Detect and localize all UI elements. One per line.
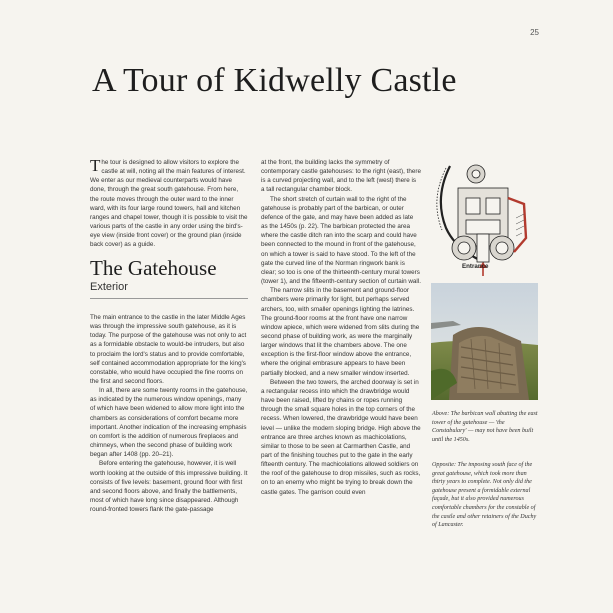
- body-paragraph: at the front, the building lacks the symmetry of contemporary castle gatehouses: to the right (east), there is a curved projecting wall, and to the left (west) there is a tall rectangular chamber block.: [261, 159, 421, 194]
- body-paragraph: Between the two towers, the arched doorway is set in a rectangular recess into which the drawbridge would have been raised, lifted by chains or ropes running through the small square holes in the top corners of the recess. When lowered, the drawbridge would have been level — unlike the modern sloping bridge. High above the entrance are three arches known as machicolations, similar to those to be seen at Carmarthen Castle, and part of the finishing touches put to the gate in the early fifteenth century. The machicolations allowed soldiers on the roof of the gatehouse to drop missiles, such as rocks, on to an enemy who might be trying to break down the castle gates. The garrison could even: [261, 378, 421, 496]
- barbican-wall-photo: [431, 283, 538, 400]
- page-title: A Tour of Kidwelly Castle: [92, 62, 457, 99]
- photo-caption: Above: The barbican wall abutting the east tower of the gatehouse — 'the Constabulary' — may not have been built until the 1450s.: [432, 411, 538, 443]
- body-paragraph: Before entering the gatehouse, however, it is well worth looking at the outside of this impressive building. It consists of five levels: basement, ground floor with first and second floors above, and finally the battlements, most of which have long since disappeared. Although round-fronted towers flank the gate-passage: [90, 460, 248, 514]
- facing-page-caption: Opposite: The imposing south face of the great gatehouse, which took more than thirty years to complete. Not only did the gatehouse present a formidable external façade, but it also provided numerous comfortable chambers for the constable of the castle and other retainers of the Duchy of Lancaster.: [432, 462, 537, 529]
- section-heading: The Gatehouse: [90, 255, 217, 280]
- gatehouse-plan-diagram: [432, 158, 536, 276]
- body-paragraph: In all, there are some twenty rooms in the gatehouse, as indicated by the numerous window openings, many of which have been widened to allow more light into the chambers as considerations of comfort became more important. Another indication of the increasing emphasis on comfort is the addition of numerous fireplaces and chimneys, when the second phase of building work began after 1408 (pp. 20–21).: [90, 387, 248, 459]
- text-column-left: [90, 158, 248, 514]
- body-paragraph: The narrow slits in the basement and ground-floor chambers were primarily for light, but perhaps served archers, too, with smaller openings lighting the latrines. The ground-floor rooms at the front have one narrow window apiece, which were widened from slits during the second phase of building work, as were the marginally larger windows that lit the chambers above. The one exception is the first-floor window above the entrance, where the original embrasure appears to have been partially blocked, and a new smaller window inserted.: [261, 287, 420, 377]
- page-number: 25: [530, 28, 539, 37]
- plan-entrance-label: Entrance: [462, 263, 489, 270]
- body-paragraph: The main entrance to the castle in the later Middle Ages was through the impressive south gatehouse, as it is today. The purpose of the gatehouse was not only to act as a formidable obstacle to would-be intruders, but also to proclaim the lord's status and to provide comfortable, self contained accommodation appropriate for the king's constable, who would have occupied the fine rooms on the first and second floors.: [90, 313, 247, 385]
- intro-paragraph: The tour is designed to allow visitors to explore the castle at will, noting all the main features of interest. We enter as our medieval counterparts would have done, through the great south gatehouse. From here, the route moves through the outer ward to the inner ward, with its four large round towers, hall and kitchen ranges and chapel tower, though it is possible to visit the various parts of the castle in any order using the bird's-eye view (inside front cover) or the ground plan (inside back cover) as a guide.: [90, 156, 248, 249]
- text-column-middle: [261, 158, 421, 497]
- divider: [90, 298, 248, 299]
- subsection-heading: Exterior: [90, 280, 128, 293]
- body-paragraph: The short stretch of curtain wall to the right of the gatehouse is probably part of the barbican, or outer defence of the gate, and may have been added as late as the 1450s (p. 22). The barbican protected the area where the castle ditch ran into the scarp and could have been connected to the mound in front of the gatehouse, on which a tower is said to have stood. To the left of the gate the curved line of the Norman ringwork bank is clear; so too is one of the thirteenth-century mural towers (tower 1), and the fifteenth-century section of curtain wall.: [261, 195, 421, 286]
